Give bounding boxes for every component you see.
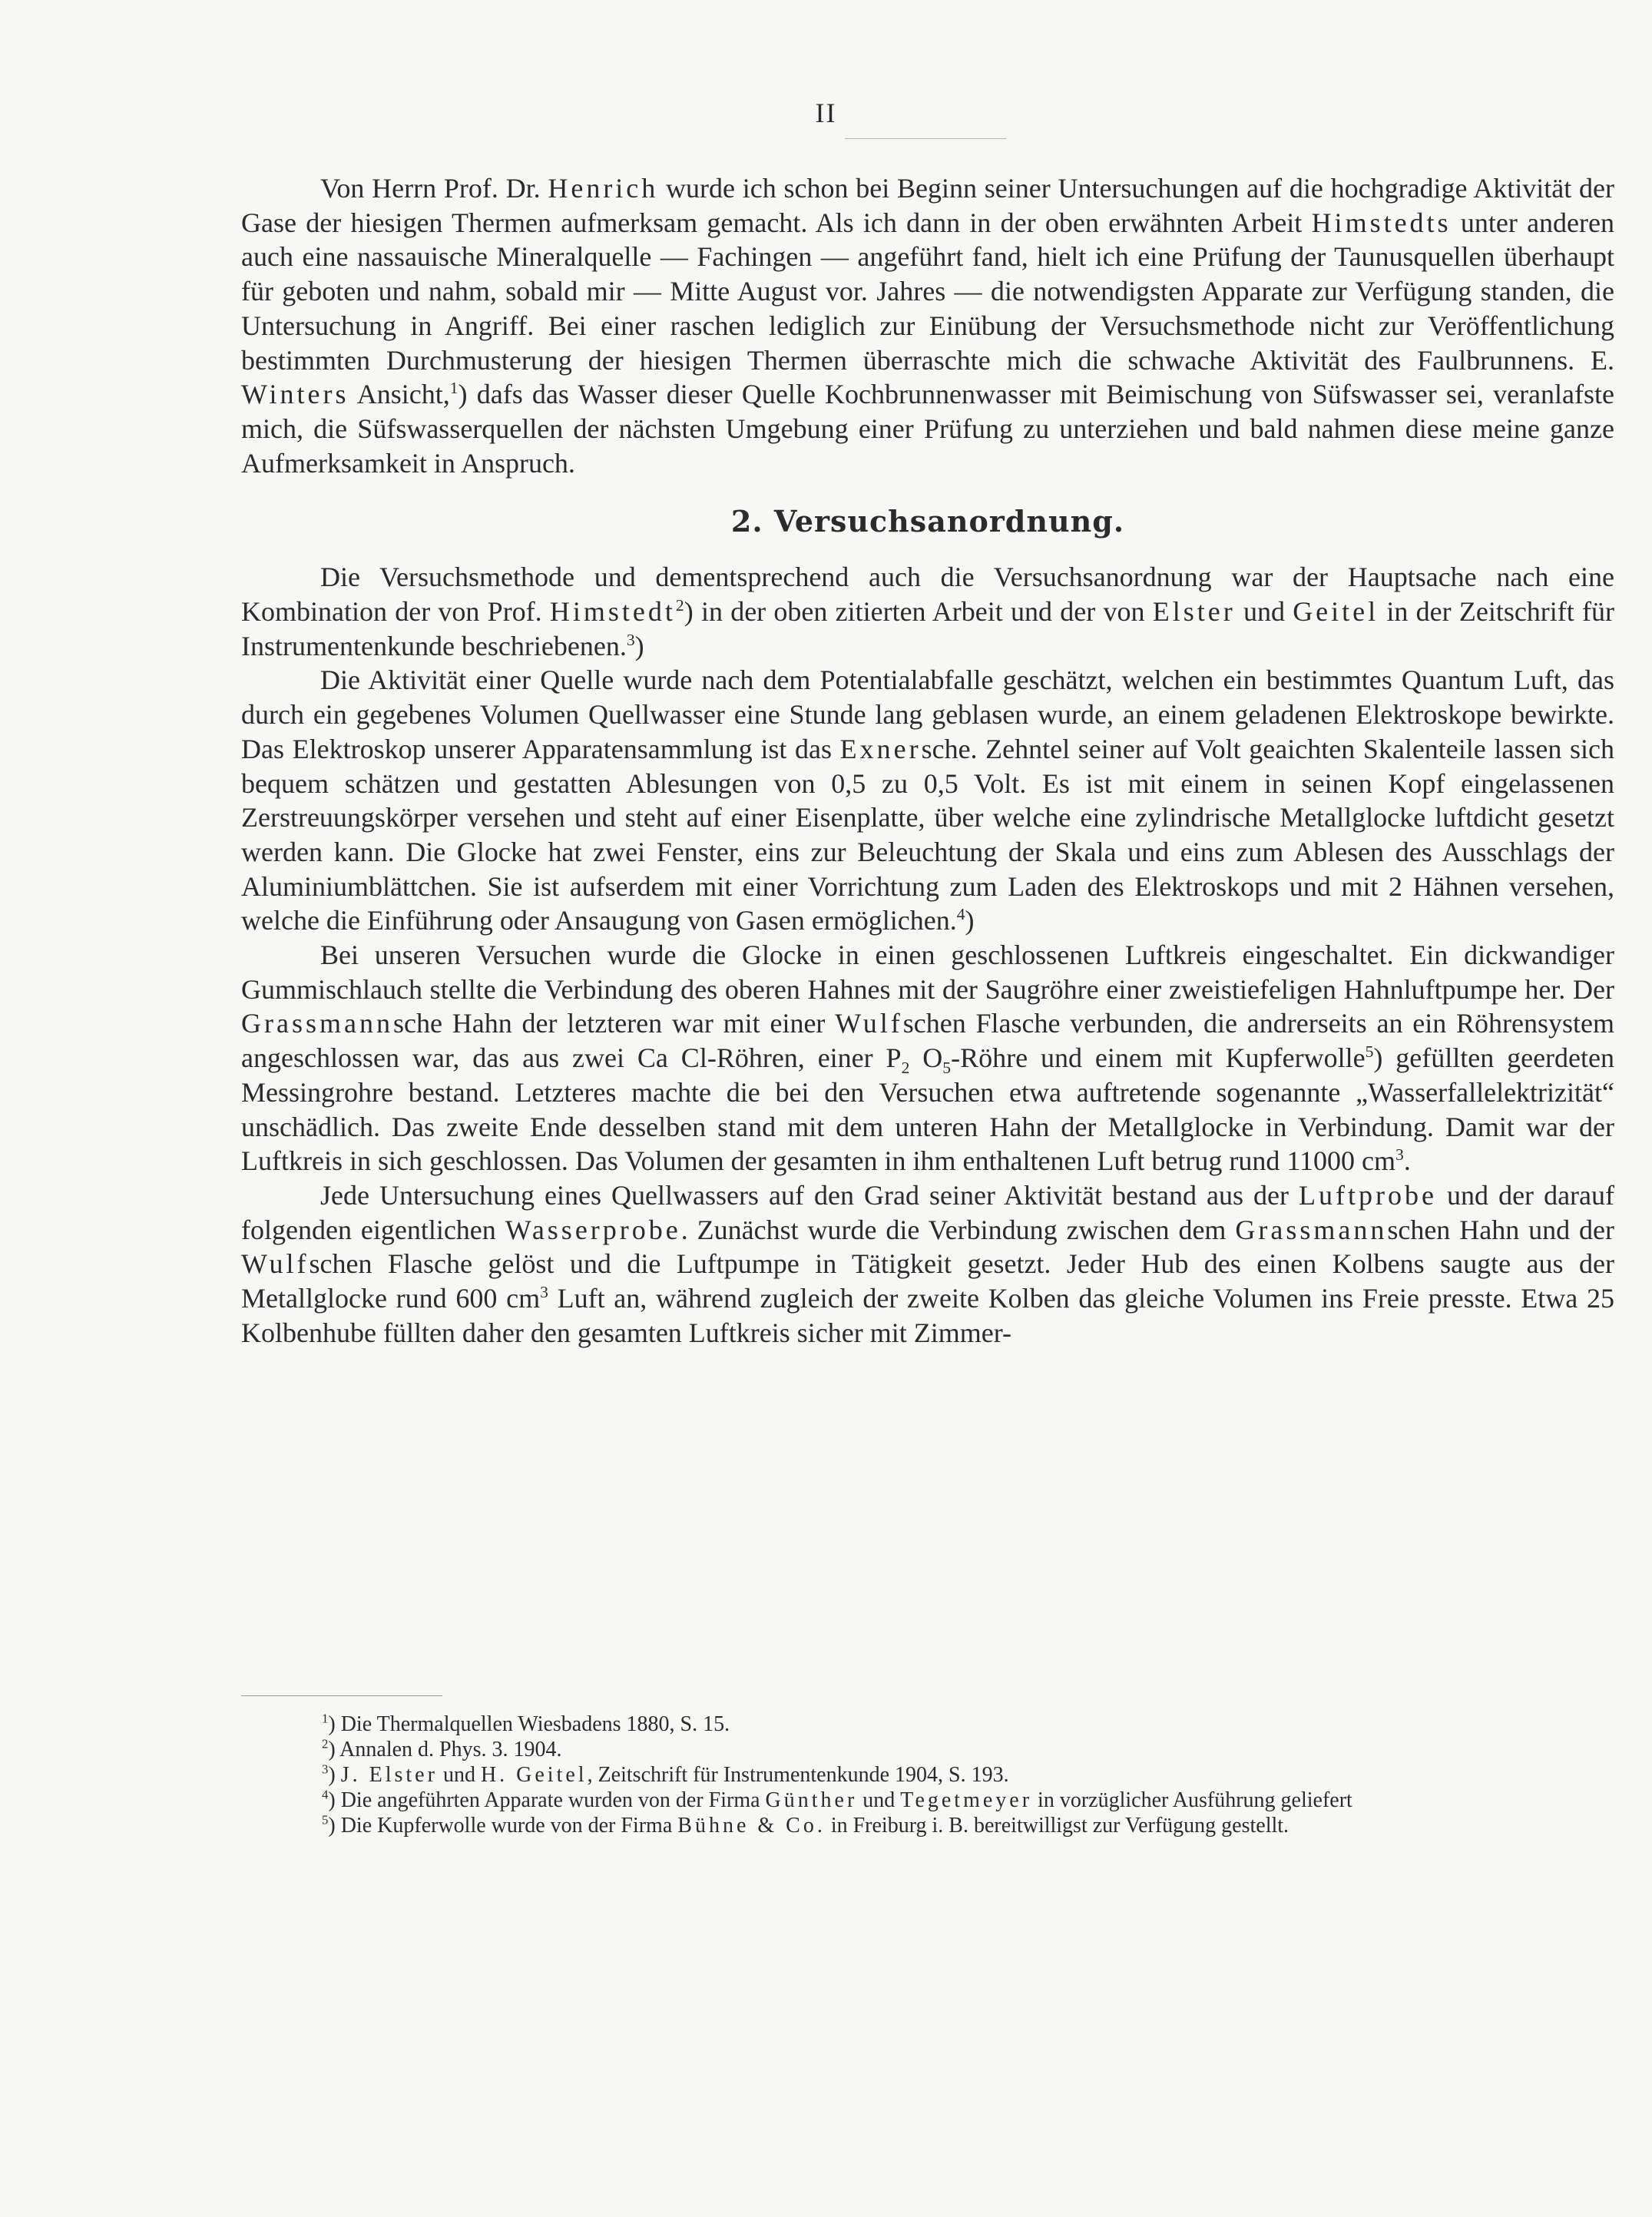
subscript: 2 xyxy=(901,1059,910,1078)
footnote-rule xyxy=(241,1695,442,1696)
footnote-mark: 3 xyxy=(322,1761,329,1777)
body-text xyxy=(241,171,1614,1350)
page-number-rule xyxy=(845,138,1006,139)
text-run: wurde ich schon bei Beginn seiner Untersuchungen auf die hochgradige Aktivität der Gase der hiesigen Thermen aufmerksam gemacht. Als ich dann in der oben erwähnten Arbeit xyxy=(241,173,1615,238)
text-run: ) gefüllten geerdeten Messingrohre bestand. Letzteres machte die bei den Versuchen etwa auftretende sogenannte „Wasserfallelektrizität“ unschädlich. Das zweite Ende desselben stand mit dem unteren Hahn der Metallglocke in Verbindung. Damit war der Luftkreis in sich geschlossen. Das Volumen der gesamten in ihm enthaltenen Luft betrug rund 11000 cm xyxy=(241,1042,1615,1177)
footnote-text: , Zeitschrift für Instrumentenkunde 1904, S. 193. xyxy=(587,1763,1009,1787)
footnote-mark: 4 xyxy=(322,1787,329,1802)
footnote xyxy=(241,1737,1614,1762)
spaced-name: J. Elster xyxy=(340,1763,438,1787)
text-run: Jede Untersuchung eines Quellwassers auf den Grad seiner Aktivität bestand aus der xyxy=(320,1179,1299,1211)
spaced-name: H. Geitel xyxy=(480,1763,588,1787)
subscript: 5 xyxy=(942,1059,952,1078)
text-run: sche. Zehntel seiner auf Volt geaichten Skalenteile lassen sich bequem schätzen und gestatten Ablesungen von 0,5 zu 0,5 Volt. Es ist mit einem in seinen Kopf eingelassenen Zerstreuungskörper versehen und steht auf einer Eisenplatte, über welche eine zylindrische Metallglocke luftdicht gesetzt werden kann. Die Glocke hat zwei Fenster, eins zur Beleuchtung der Skala und eins zum Ablesen des Ausschlags der Aluminiumblättchen. Sie ist aufserdem mit einer Vorrichtung zum Laden des Elektroskops und mit 2 Hähnen versehen, welche die Einführung oder Ansaugung von Gasen ermöglichen. xyxy=(241,733,1614,936)
text-run: ) xyxy=(965,905,975,936)
text-run: O xyxy=(909,1042,943,1074)
section-heading: 2. Versuchsanordnung. xyxy=(730,504,1125,539)
footnote-text: und xyxy=(857,1788,901,1812)
footnote-mark: 1 xyxy=(322,1711,329,1726)
footnote xyxy=(241,1712,1614,1737)
footnote-text: und xyxy=(437,1763,481,1787)
paragraph xyxy=(241,663,1614,938)
text-run: Die Aktivität einer Quelle wurde nach dem Potentialabfalle geschätzt, welchen ein bestimmtes Quantum Luft, das durch ein gegebenes Volumen Quellwasser eine Stunde lang geblasen wurde, an einem geladenen Elektroskope bewirkte. Das Elektroskop unserer Apparatensammlung ist das xyxy=(241,664,1614,764)
footnote-text: in Freiburg i. B. bereitwilligst zur Verfügung gestellt. xyxy=(825,1814,1289,1838)
spaced-name: Winters xyxy=(241,379,349,410)
spaced-name: Wulf xyxy=(241,1248,310,1280)
paragraph xyxy=(241,1178,1614,1350)
spaced-name: Grassmann xyxy=(1235,1214,1388,1245)
text-run: Bei unseren Versuchen wurde die Glocke in einen geschlossenen Luftkreis eingeschaltet. Ein dickwandiger Gummischlauch stellte die Verbindung des oberen Hahnes mit der Saugröhre einer zweistiefeligen Hahnluftpumpe her. Der xyxy=(241,939,1614,1005)
spaced-name: Tegetmeyer xyxy=(900,1788,1033,1812)
text-run: sche Hahn der letzteren war mit einer xyxy=(392,1008,836,1039)
footnote-text: in vorzüglicher Ausführung geliefert xyxy=(1032,1788,1352,1812)
footnote-text: ) Annalen d. Phys. 3. 1904. xyxy=(328,1738,562,1761)
paragraph xyxy=(241,938,1614,1178)
text-run: Die Versuchsmethode und dementsprechend auch die Versuchsanordnung war der Hauptsache nach eine Kombination der von Prof. xyxy=(241,562,1614,628)
spaced-name: Himstedts xyxy=(1311,207,1452,238)
paragraph-intro xyxy=(241,171,1614,480)
footnote-text: ) Die Thermalquellen Wiesbadens 1880, S. 15. xyxy=(328,1712,730,1736)
text-run: unter anderen auch eine nassauische Mineralquelle — Fachingen — angeführt fand, hielt ich eine Prüfung der Taunusquellen überhaupt für geboten und nahm, sobald mir — Mitte August vor. Jahres — die notwendigsten Apparate zur Verfügung standen, die Untersuchung in Angriff. Bei einer raschen lediglich zur Einübung der Versuchsmethode nicht zur Veröffentlichung bestimmten Durchmusterung der hiesigen Thermen überraschte mich die schwache Aktivität des Faulbrunnens. E. xyxy=(241,207,1614,376)
footnote-ref: 5 xyxy=(1365,1042,1374,1062)
text-run: ) dafs das Wasser dieser Quelle Kochbrunnenwasser mit Beimischung von Süfswasser sei, veranlafste mich, die Süfswasserquellen der nächsten Umgebung einer Prüfung zu unterziehen und bald nahmen diese meine ganze Aufmerksamkeit in Anspruch. xyxy=(241,379,1614,479)
spaced-name: Elster xyxy=(1152,596,1236,628)
superscript: 3 xyxy=(1395,1145,1404,1165)
text-run: schen Flasche verbunden, die andrerseits an ein Röhrensystem angeschlossen war, das aus zwei Ca Cl-Röhren, einer P xyxy=(241,1008,1614,1074)
spaced-name: Geitel xyxy=(1293,596,1379,628)
text-run: ) xyxy=(634,630,644,661)
footnote-ref: 1 xyxy=(449,379,459,398)
text-run: Ansicht, xyxy=(349,379,450,410)
footnote-text: ) Die Kupferwolle wurde von der Firma xyxy=(328,1814,678,1838)
text-run: in der Zeitschrift für Instrumentenkunde beschriebenen. xyxy=(241,596,1615,661)
footnote xyxy=(241,1788,1614,1813)
footnotes xyxy=(241,1712,1614,1838)
text-run: Von Herrn Prof. Dr. xyxy=(320,173,548,204)
footnote-mark: 2 xyxy=(322,1736,329,1751)
text-run: ) in der oben zitierten Arbeit und der von xyxy=(684,596,1153,628)
text-run: . xyxy=(1403,1145,1411,1177)
footnote xyxy=(241,1813,1614,1838)
spaced-name: Exner xyxy=(839,733,922,764)
text-run: und xyxy=(1235,596,1293,628)
text-run: schen Hahn und der xyxy=(1387,1214,1615,1245)
text-run: Luft an, während zugleich der zweite Kolben das gleiche Volumen ins Freie presste. Etwa 25 Kolbenhube füllten daher den gesamten Luftkreis sicher mit Zimmer- xyxy=(241,1283,1614,1348)
text-run: schen Flasche gelöst und die Luftpumpe in Tätigkeit gesetzt. Jeder Hub des einen Kolbens saugte aus der Metallglocke rund 600 cm xyxy=(241,1248,1614,1314)
footnote-ref: 3 xyxy=(626,630,635,649)
spaced-name: Günther xyxy=(765,1788,858,1812)
text-run: und der darauf folgenden eigentlichen xyxy=(241,1179,1615,1245)
page-number: II xyxy=(815,98,837,128)
superscript: 3 xyxy=(540,1283,548,1302)
spaced-name: Henrich xyxy=(548,173,659,204)
text-run: . Zunächst wurde die Verbindung zwischen dem xyxy=(680,1214,1236,1245)
footnote-mark: 5 xyxy=(322,1812,329,1828)
spaced-term: Luftprobe xyxy=(1299,1179,1437,1211)
footnote-text: ) Die angeführten Apparate wurden von der Firma xyxy=(328,1788,766,1812)
paragraph xyxy=(241,560,1614,663)
spaced-name: Bühne & Co. xyxy=(677,1814,826,1838)
footnote-ref: 4 xyxy=(956,905,965,924)
footnote-ref: 2 xyxy=(675,596,684,615)
spaced-name: Wulf xyxy=(835,1008,903,1039)
spaced-name: Himstedt xyxy=(549,596,676,628)
text-run: -Röhre und einem mit Kupferwolle xyxy=(951,1042,1366,1074)
footnote xyxy=(241,1762,1614,1788)
spaced-term: Wasserprobe xyxy=(505,1214,681,1245)
spaced-name: Grassmann xyxy=(241,1008,393,1039)
footnote-text: ) xyxy=(328,1763,341,1787)
